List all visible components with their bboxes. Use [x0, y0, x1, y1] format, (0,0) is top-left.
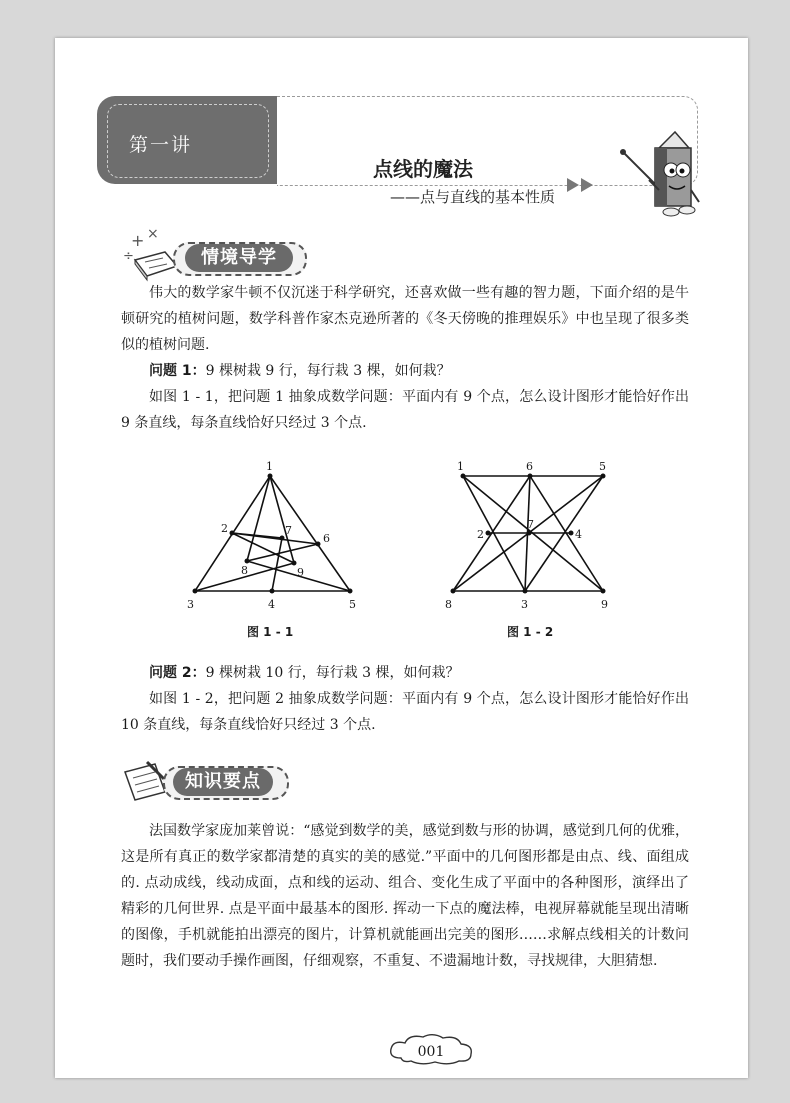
fig2-label-1: 1	[457, 460, 464, 473]
double-arrow-icon	[567, 176, 603, 194]
key-points-paragraph: 法国数学家庞加莱曾说：“感觉到数学的美，感觉到数与形的协调，感觉到几何的优雅，这是所有真正的数学家都清楚的真实的美的感觉.”平面中的几何图形都是由点、线、面组成的. 点动成线，线动成面，点和线的运动、组合、变化生成了平面中的各种图形，演绎出了精彩的几何世界. 点是平面中最基本的图形. 挥动一下点的魔法棒，电视屏幕就能呈现出清晰的图像，手机就能拍出漂亮的图片，计算机就能画出完美的图形……求解点线相关的计数问题时，我们要动手操作画图，仔细观察，不重复、不遗漏地计数，寻找规律，大胆猜想.	[121, 823, 689, 969]
figure-1-2-caption: 图 1 - 2	[507, 625, 554, 639]
problem-1	[121, 358, 689, 384]
fig2-label-2: 2	[477, 528, 484, 541]
figure-1-1-caption: 图 1 - 1	[247, 625, 294, 639]
chapter-label: 第一讲	[129, 134, 193, 156]
page-subtitle: ——点与直线的基本性质	[390, 188, 556, 206]
fig1-label-9: 9	[297, 566, 304, 579]
fig1-label-6: 6	[323, 532, 330, 545]
section-heading-key-points: 知识要点	[173, 768, 273, 796]
problem-1-description: 如图 1 - 1，把问题 1 抽象成数学问题：平面内有 9 个点，怎么设计图形才能恰好作出 9 条直线，每条直线恰好只经过 3 个点.	[121, 389, 689, 431]
figure-1-2	[443, 458, 623, 618]
svg-text:÷: ÷	[123, 249, 134, 264]
fig2-label-8: 8	[445, 598, 452, 611]
fig1-label-3: 3	[187, 598, 194, 611]
problem-2-description: 如图 1 - 2，把问题 2 抽象成数学问题：平面内有 9 个点，怎么设计图形才能恰好作出 10 条直线，每条直线恰好只经过 3 个点.	[121, 691, 689, 733]
page-number: 001	[417, 1044, 445, 1060]
pencil-mascot-icon	[615, 130, 705, 220]
fig1-label-7: 7	[285, 524, 292, 537]
problem-1-text: 9 棵树栽 9 行，每行栽 3 棵，如何栽？	[205, 363, 451, 379]
intro-paragraph: 伟大的数学家牛顿不仅沉迷于科学研究，还喜欢做一些有趣的智力题，下面介绍的是牛顿研究的植树问题，数学科普作家杰克逊所著的《冬天傍晚的推理娱乐》中也呈现了很多类似的植树问题.	[121, 285, 689, 353]
problem-1-label: 问题 1：	[149, 363, 206, 379]
fig1-label-2: 2	[221, 522, 228, 535]
figure-1-1	[185, 458, 365, 618]
problem-2	[121, 660, 689, 686]
fig2-label-5: 5	[599, 460, 606, 473]
svg-text:×: ×	[147, 226, 159, 242]
fig2-label-6: 6	[526, 460, 533, 473]
svg-text:+: +	[131, 231, 145, 250]
section-heading-context: 情境导学	[185, 244, 293, 272]
fig2-label-9: 9	[601, 598, 608, 611]
fig2-label-4: 4	[575, 528, 582, 541]
problem-2-text: 9 棵树栽 10 行，每行栽 3 棵，如何栽？	[205, 665, 460, 681]
page-title: 点线的魔法	[373, 157, 473, 181]
fig1-label-8: 8	[241, 564, 248, 577]
fig1-label-4: 4	[268, 598, 275, 611]
fig2-label-3: 3	[521, 598, 528, 611]
page-content	[55, 38, 748, 1078]
fig1-label-1: 1	[266, 460, 273, 473]
problem-2-label: 问题 2：	[149, 665, 206, 681]
fig1-label-5: 5	[349, 598, 356, 611]
fig2-label-7: 7	[527, 518, 534, 531]
